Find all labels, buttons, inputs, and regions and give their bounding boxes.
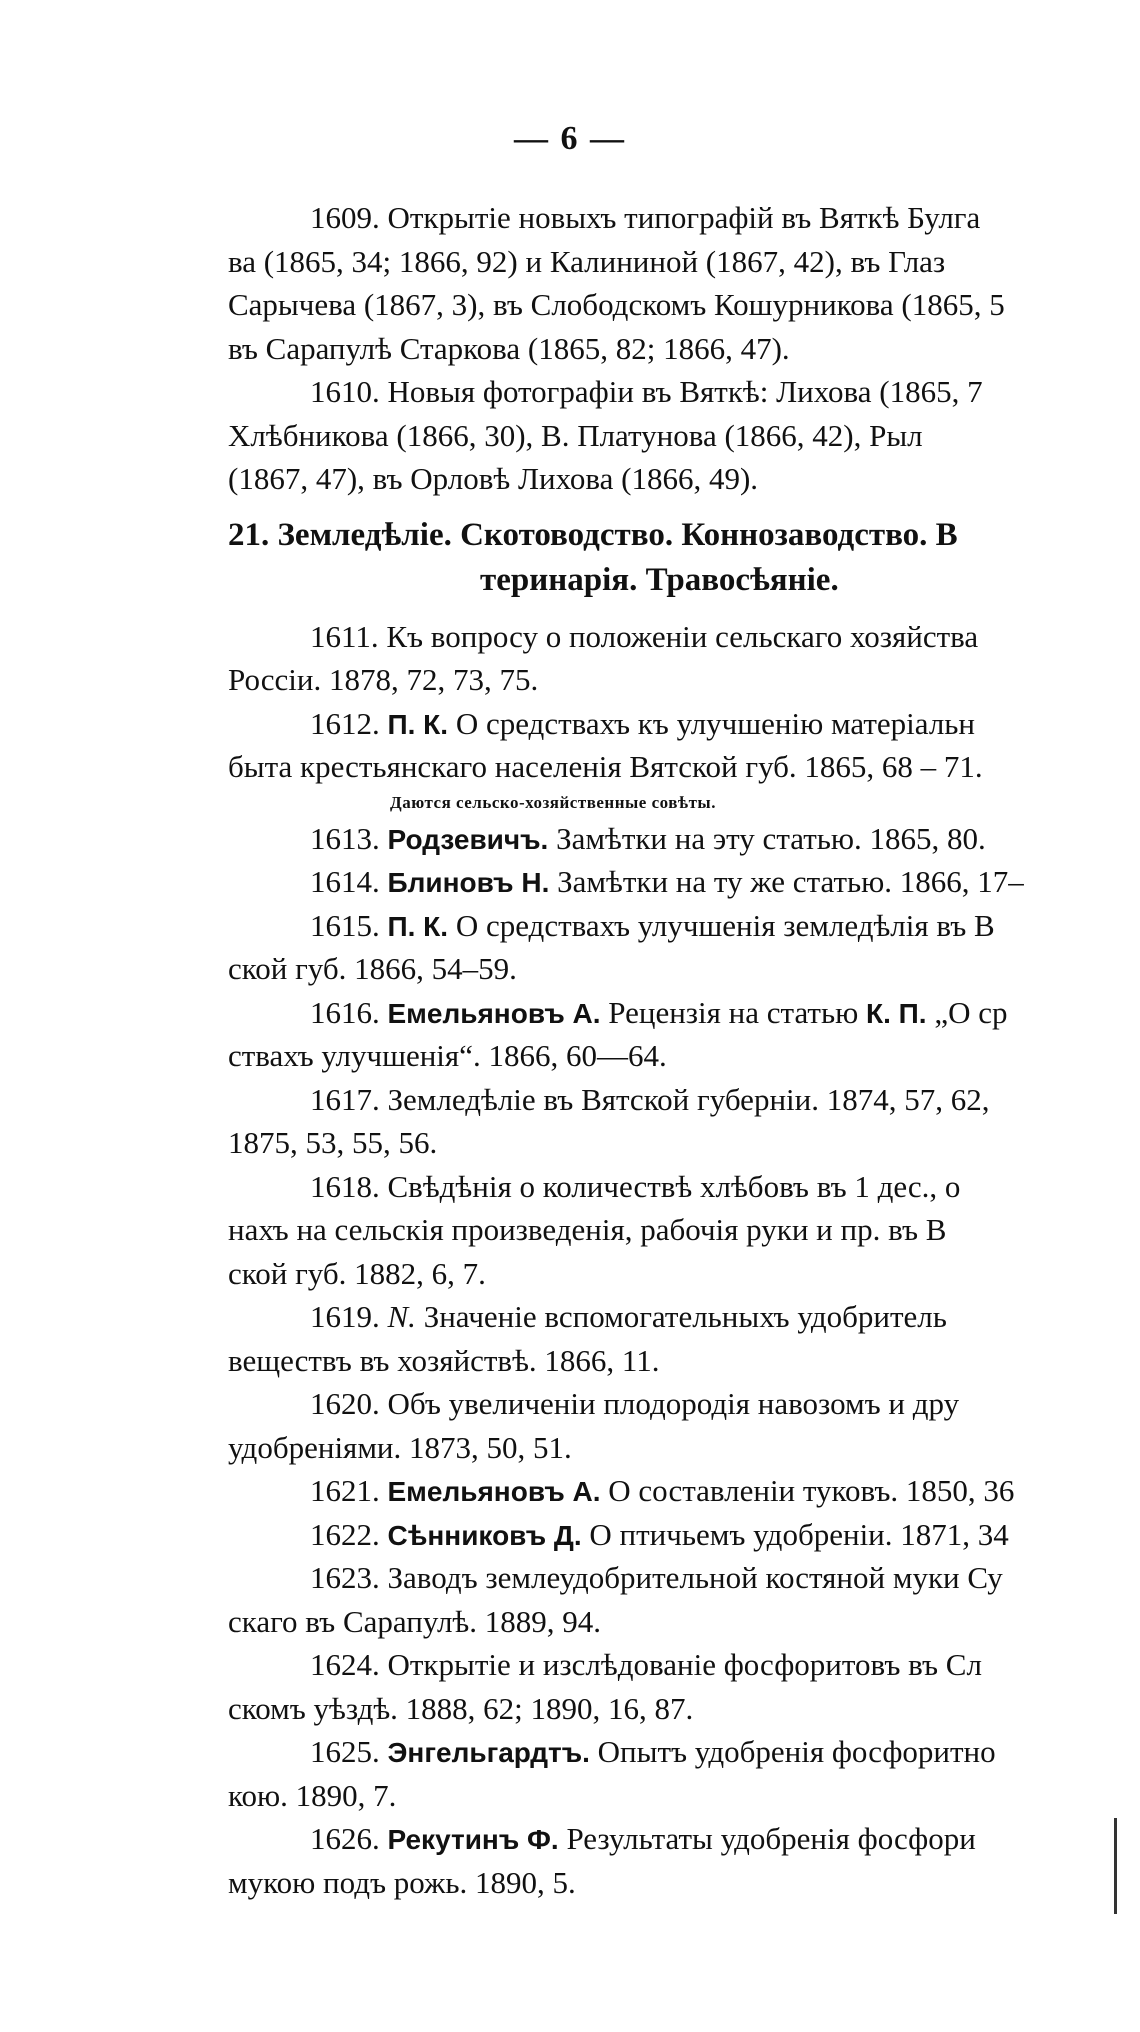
entry-author: Емельяновъ А. xyxy=(387,997,601,1029)
entry-line: въ Сарапулѣ Старкова (1865, 82; 1866, 47). xyxy=(228,330,790,366)
entry-1617 xyxy=(228,1078,1118,1165)
entry-line xyxy=(228,702,1118,746)
entry-line: (1867, 47), въ Орловѣ Лихова (1866, 49). xyxy=(228,461,759,496)
entry-1620 xyxy=(228,1382,1118,1469)
entry-1624 xyxy=(228,1643,1118,1730)
entry-line: 1617. Земледѣліе въ Вятской губерніи. 1874, 57, 62, xyxy=(310,1081,990,1117)
entry-line xyxy=(228,1817,1118,1861)
entry-author: К. П. xyxy=(866,997,927,1029)
bibliography-text xyxy=(228,196,1118,1904)
entry-1614 xyxy=(228,860,1118,904)
entry-line: ствахъ улучшенія“. 1866, 60—64. xyxy=(228,1038,667,1073)
entry-title: О средствахъ къ улучшенію матеріальн xyxy=(455,705,976,741)
entry-line xyxy=(228,1513,1118,1557)
entry-line xyxy=(228,991,1118,1035)
entry-number: 1626. xyxy=(310,1821,380,1856)
entry-1623 xyxy=(228,1556,1118,1643)
entry-title: Значеніе вспомогательныхъ удобритель xyxy=(423,1299,947,1334)
entry-line: скомъ уѣздѣ. 1888, 62; 1890, 16, 87. xyxy=(228,1690,694,1726)
spacer xyxy=(228,501,1118,513)
section-heading xyxy=(228,513,1118,603)
entry-1618 xyxy=(228,1165,1118,1296)
page-number: — 6 — xyxy=(514,120,626,157)
entry-number: 1615. xyxy=(310,907,380,943)
entry-number: 1616. xyxy=(310,994,380,1030)
entry-line xyxy=(228,1469,1118,1513)
entry-line: 1875, 53, 55, 56. xyxy=(228,1125,438,1160)
entry-line: скаго въ Сарапулѣ. 1889, 94. xyxy=(228,1603,602,1639)
entry-author: Родзевичъ. xyxy=(387,823,549,855)
entry-line: 1618. Свѣдѣнія о количествѣ хлѣбовъ въ 1 дес., о xyxy=(310,1168,961,1204)
entry-line: 1624. Открытіе и изслѣдованіе фосфоритовъ въ Сл xyxy=(310,1647,982,1682)
entry-1622 xyxy=(228,1513,1118,1557)
spacer xyxy=(228,603,1118,615)
entry-1616 xyxy=(228,991,1118,1078)
entry-1613 xyxy=(228,817,1118,861)
entry-line: Сарычева (1867, 3), въ Слободскомъ Кошурникова (1865, 5 xyxy=(228,287,1005,322)
entry-title: Опытъ удобренія фосфоритно xyxy=(597,1734,996,1769)
entry-line xyxy=(228,904,1118,948)
entry-title: О птичьемъ удобреніи. 1871, 34 xyxy=(589,1516,1009,1552)
entry-line: мукою подъ рожь. 1890, 5. xyxy=(228,1864,576,1900)
entry-title: О составленіи туковъ. 1850, 36 xyxy=(608,1473,1015,1508)
entry-author: N. xyxy=(387,1299,416,1334)
entry-line: 1610. Новыя фотографіи въ Вяткѣ: Лихова (1865, 7 xyxy=(310,374,983,409)
entry-1626 xyxy=(228,1817,1118,1904)
entry-line: 1620. Объ увеличеніи плодородія навозомъ и дру xyxy=(310,1386,960,1421)
entry-number: 1619. xyxy=(310,1299,380,1334)
entry-author: П. К. xyxy=(387,910,449,942)
entry-line xyxy=(228,860,1118,904)
entry-title: Замѣтки на эту статью. 1865, 80. xyxy=(556,820,986,856)
entry-1621 xyxy=(228,1469,1118,1513)
entry-author: Сѣнниковъ Д. xyxy=(387,1519,582,1551)
section-heading-line: 21. Земледѣліе. Скотоводство. Коннозаводство. В xyxy=(228,516,958,553)
entry-1625 xyxy=(228,1730,1118,1817)
entry-1609 xyxy=(228,196,1118,370)
entry-number: 1621. xyxy=(310,1473,380,1508)
entry-1615 xyxy=(228,904,1118,991)
entry-title: Рецензія на статью xyxy=(608,994,859,1030)
entry-line: нахъ на сельскія произведенія, рабочія руки и пр. въ В xyxy=(228,1212,947,1247)
entry-author: Энгельгардтъ. xyxy=(387,1737,590,1768)
entry-line xyxy=(228,1295,1118,1339)
entry-line: 1623. Заводъ землеудобрительной костяной муки Су xyxy=(310,1560,1003,1595)
entry-line xyxy=(228,1730,1118,1774)
section-heading-line: теринарія. Травосѣяніе. xyxy=(480,561,839,598)
entry-title: „О ср xyxy=(934,994,1008,1030)
entry-number: 1622. xyxy=(310,1516,380,1552)
entry-1610 xyxy=(228,370,1118,501)
entry-line: ской губ. 1866, 54–59. xyxy=(228,951,517,986)
entry-1612 xyxy=(228,702,1118,817)
entry-title: О средствахъ улучшенія земледѣлія въ В xyxy=(455,907,995,943)
entry-line: 1609. Открытіе новыхъ типографій въ Вяткѣ Булга xyxy=(310,200,981,235)
entry-title: Замѣтки на ту же статью. 1866, 17– xyxy=(557,864,1024,899)
entry-title: Результаты удобренія фосфори xyxy=(566,1821,976,1856)
entry-line: Хлѣбникова (1866, 30), В. Платунова (1866, 42), Рыл xyxy=(228,417,923,453)
entry-number: 1613. xyxy=(310,820,380,856)
entry-author: Рекутинъ Ф. xyxy=(387,1824,559,1855)
entry-line: ской губ. 1882, 6, 7. xyxy=(228,1255,486,1291)
entry-1619 xyxy=(228,1295,1118,1382)
entry-1611 xyxy=(228,615,1118,702)
entry-author: Блиновъ Н. xyxy=(387,867,550,898)
entry-line: веществъ въ хозяйствѣ. 1866, 11. xyxy=(228,1342,660,1378)
entry-line: кою. 1890, 7. xyxy=(228,1777,397,1813)
entry-line: 1611. Къ вопросу о положеніи сельскаго хозяйства xyxy=(310,618,979,654)
entry-line: Россіи. 1878, 72, 73, 75. xyxy=(228,662,539,697)
entry-line xyxy=(228,817,1118,861)
entry-number: 1612. xyxy=(310,705,380,741)
entry-line: быта крестьянскаго населенія Вятской губ. 1865, 68 – 71. xyxy=(228,749,983,784)
entry-author: Емельяновъ А. xyxy=(387,1476,601,1507)
margin-rule xyxy=(1114,1818,1117,1914)
entry-author: П. К. xyxy=(387,708,449,740)
entry-note: Даются сельско-хозяйственные совѣты. xyxy=(390,792,716,812)
entry-number: 1625. xyxy=(310,1734,380,1769)
entry-number: 1614. xyxy=(310,864,380,899)
entry-line: ва (1865, 34; 1866, 92) и Калининой (1867, 42), въ Глаз xyxy=(228,243,946,279)
entry-line: удобреніями. 1873, 50, 51. xyxy=(228,1429,572,1465)
